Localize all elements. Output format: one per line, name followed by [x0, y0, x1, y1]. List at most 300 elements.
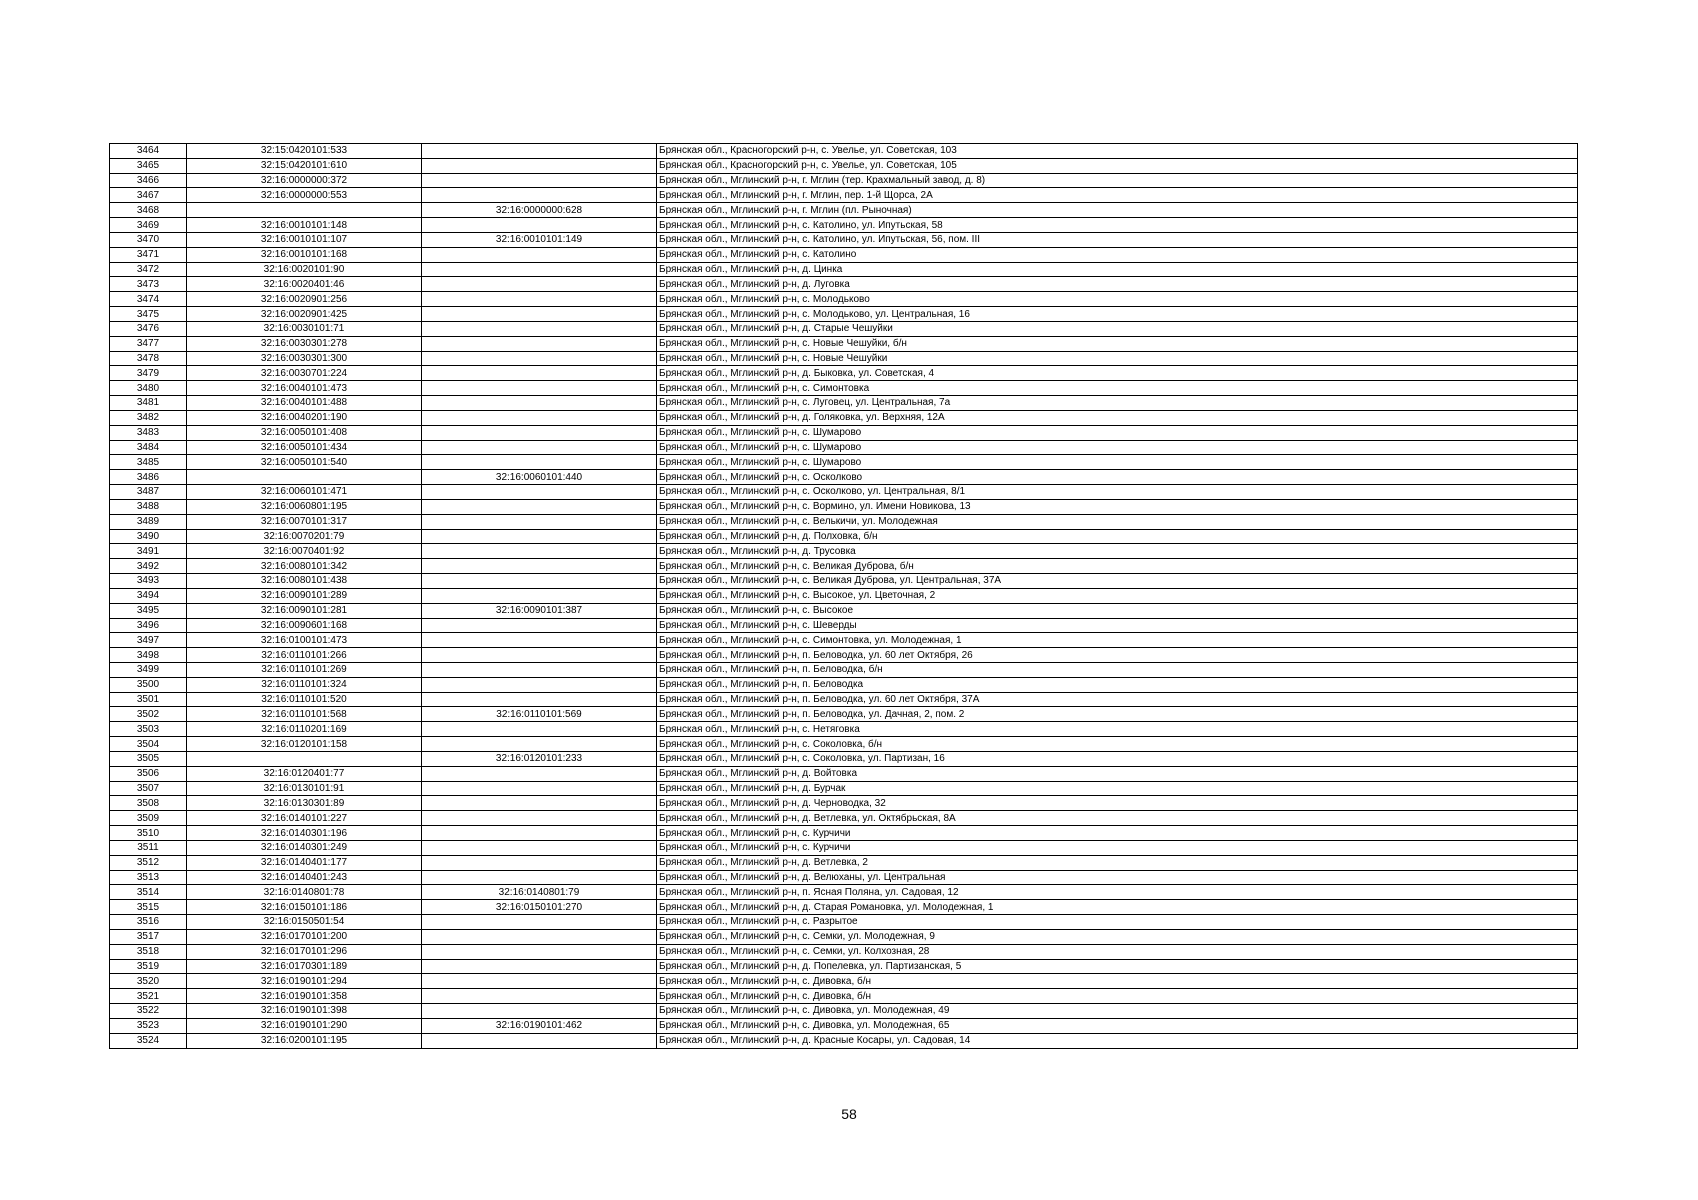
address-cell: Брянская обл., Мглинский р-н, г. Мглин, пер. 1-й Щорса, 2А [657, 188, 1578, 203]
cadastral-number-cell: 32:16:0070401:92 [187, 544, 422, 559]
cadastral-number-alt-cell [422, 692, 657, 707]
cadastral-number-cell: 32:16:0200101:195 [187, 1033, 422, 1048]
table-body [110, 144, 1578, 1049]
address-cell: Брянская обл., Мглинский р-н, д. Велюханы, ул. Центральная [657, 870, 1578, 885]
cadastral-number-cell: 32:16:0000000:372 [187, 173, 422, 188]
table-row [110, 1033, 1578, 1048]
address-cell: Брянская обл., Мглинский р-н, д. Бурчак [657, 781, 1578, 796]
table-row [110, 974, 1578, 989]
cadastral-number-cell: 32:16:0050101:408 [187, 425, 422, 440]
address-cell: Брянская обл., Мглинский р-н, д. Войтовка [657, 766, 1578, 781]
table-row [110, 544, 1578, 559]
cadastral-number-alt-cell [422, 144, 657, 159]
row-number-cell: 3466 [110, 173, 187, 188]
cadastral-number-alt-cell: 32:16:0140801:79 [422, 885, 657, 900]
table-row [110, 603, 1578, 618]
cadastral-number-alt-cell [422, 929, 657, 944]
row-number-cell: 3467 [110, 188, 187, 203]
address-cell: Брянская обл., Мглинский р-н, с. Великая Дуброва, б/н [657, 559, 1578, 574]
cadastral-number-cell: 32:16:0110101:568 [187, 707, 422, 722]
cadastral-number-cell: 32:16:0150501:54 [187, 915, 422, 930]
address-cell: Брянская обл., Мглинский р-н, п. Беловодка, б/н [657, 662, 1578, 677]
address-cell: Брянская обл., Мглинский р-н, с. Молодьково [657, 292, 1578, 307]
address-cell: Брянская обл., Мглинский р-н, д. Ветлевка, ул. Октябрьская, 8А [657, 811, 1578, 826]
cadastral-number-alt-cell [422, 485, 657, 500]
cadastral-number-cell: 32:16:0170101:296 [187, 944, 422, 959]
row-number-cell: 3497 [110, 633, 187, 648]
cadastral-number-alt-cell [422, 796, 657, 811]
row-number-cell: 3505 [110, 751, 187, 766]
cadastral-number-alt-cell [422, 959, 657, 974]
address-cell: Брянская обл., Мглинский р-н, д. Красные Косары, ул. Садовая, 14 [657, 1033, 1578, 1048]
address-cell: Брянская обл., Мглинский р-н, п. Беловодка, ул. 60 лет Октября, 26 [657, 648, 1578, 663]
address-cell: Брянская обл., Мглинский р-н, с. Дивовка, ул. Молодежная, 65 [657, 1018, 1578, 1033]
address-cell: Брянская обл., Мглинский р-н, д. Старые Чешуйки [657, 321, 1578, 336]
row-number-cell: 3471 [110, 247, 187, 262]
cadastral-number-cell: 32:16:0040101:473 [187, 381, 422, 396]
cadastral-number-cell: 32:16:0010101:168 [187, 247, 422, 262]
table-row [110, 336, 1578, 351]
table-row [110, 559, 1578, 574]
row-number-cell: 3489 [110, 514, 187, 529]
cadastral-number-alt-cell [422, 262, 657, 277]
cadastral-number-cell: 32:16:0110101:324 [187, 677, 422, 692]
table-row [110, 307, 1578, 322]
address-cell: Брянская обл., Мглинский р-н, д. Полховка, б/н [657, 529, 1578, 544]
cadastral-number-alt-cell [422, 944, 657, 959]
cadastral-number-alt-cell [422, 410, 657, 425]
address-cell: Брянская обл., Красногорский р-н, с. Увелье, ул. Советская, 103 [657, 144, 1578, 159]
row-number-cell: 3470 [110, 232, 187, 247]
table-row [110, 989, 1578, 1004]
cadastral-number-alt-cell [422, 366, 657, 381]
row-number-cell: 3485 [110, 455, 187, 470]
table-row [110, 292, 1578, 307]
cadastral-number-cell: 32:16:0020901:425 [187, 307, 422, 322]
row-number-cell: 3484 [110, 440, 187, 455]
row-number-cell: 3511 [110, 840, 187, 855]
table-row [110, 870, 1578, 885]
table-row [110, 262, 1578, 277]
table-row [110, 929, 1578, 944]
row-number-cell: 3519 [110, 959, 187, 974]
property-register-table [109, 143, 1578, 1049]
cadastral-number-cell: 32:16:0130301:89 [187, 796, 422, 811]
cadastral-number-cell: 32:16:0020101:90 [187, 262, 422, 277]
address-cell: Брянская обл., Мглинский р-н, п. Беловодка, ул. Дачная, 2, пом. 2 [657, 707, 1578, 722]
cadastral-number-alt-cell [422, 648, 657, 663]
address-cell: Брянская обл., Мглинский р-н, с. Вормино, ул. Имени Новикова, 13 [657, 499, 1578, 514]
cadastral-number-alt-cell [422, 633, 657, 648]
table-row [110, 277, 1578, 292]
cadastral-number-alt-cell [422, 1004, 657, 1019]
cadastral-number-alt-cell [422, 737, 657, 752]
address-cell: Брянская обл., Мглинский р-н, с. Семки, ул. Колхозная, 28 [657, 944, 1578, 959]
cadastral-number-alt-cell [422, 989, 657, 1004]
row-number-cell: 3524 [110, 1033, 187, 1048]
address-cell: Брянская обл., Мглинский р-н, д. Попелевка, ул. Партизанская, 5 [657, 959, 1578, 974]
cadastral-number-alt-cell [422, 381, 657, 396]
cadastral-number-cell [187, 470, 422, 485]
address-cell: Брянская обл., Мглинский р-н, д. Старая Романовка, ул. Молодежная, 1 [657, 900, 1578, 915]
cadastral-number-cell: 32:16:0120101:158 [187, 737, 422, 752]
cadastral-number-cell: 32:16:0010101:148 [187, 218, 422, 233]
cadastral-number-alt-cell [422, 292, 657, 307]
cadastral-number-cell: 32:16:0170101:200 [187, 929, 422, 944]
cadastral-number-alt-cell [422, 840, 657, 855]
table-row [110, 366, 1578, 381]
table-row [110, 722, 1578, 737]
row-number-cell: 3507 [110, 781, 187, 796]
row-number-cell: 3498 [110, 648, 187, 663]
cadastral-number-alt-cell [422, 766, 657, 781]
table-row [110, 247, 1578, 262]
cadastral-number-alt-cell: 32:16:0060101:440 [422, 470, 657, 485]
address-cell: Брянская обл., Мглинский р-н, с. Католино, ул. Ипутьская, 56, пом. III [657, 232, 1578, 247]
cadastral-number-alt-cell [422, 662, 657, 677]
row-number-cell: 3479 [110, 366, 187, 381]
cadastral-number-alt-cell [422, 722, 657, 737]
table-row [110, 662, 1578, 677]
row-number-cell: 3483 [110, 425, 187, 440]
address-cell: Брянская обл., Мглинский р-н, с. Курчичи [657, 826, 1578, 841]
cadastral-number-cell: 32:16:0060801:195 [187, 499, 422, 514]
row-number-cell: 3476 [110, 321, 187, 336]
cadastral-number-alt-cell: 32:16:0000000:628 [422, 203, 657, 218]
address-cell: Брянская обл., Мглинский р-н, с. Дивовка, б/н [657, 989, 1578, 1004]
address-cell: Брянская обл., Мглинский р-н, с. Новые Чешуйки, б/н [657, 336, 1578, 351]
cadastral-number-alt-cell [422, 618, 657, 633]
cadastral-number-cell: 32:16:0030301:278 [187, 336, 422, 351]
cadastral-number-cell: 32:16:0140101:227 [187, 811, 422, 826]
row-number-cell: 3508 [110, 796, 187, 811]
address-cell: Брянская обл., Мглинский р-н, с. Католино, ул. Ипутьская, 58 [657, 218, 1578, 233]
table-row [110, 381, 1578, 396]
cadastral-number-alt-cell [422, 870, 657, 885]
table-row [110, 574, 1578, 589]
row-number-cell: 3495 [110, 603, 187, 618]
table-row [110, 1018, 1578, 1033]
address-cell: Брянская обл., Красногорский р-н, с. Увелье, ул. Советская, 105 [657, 158, 1578, 173]
address-cell: Брянская обл., Мглинский р-н, с. Высокое, ул. Цветочная, 2 [657, 588, 1578, 603]
cadastral-number-cell: 32:16:0150101:186 [187, 900, 422, 915]
row-number-cell: 3490 [110, 529, 187, 544]
row-number-cell: 3491 [110, 544, 187, 559]
cadastral-number-alt-cell [422, 218, 657, 233]
cadastral-number-alt-cell [422, 440, 657, 455]
table-row [110, 158, 1578, 173]
cadastral-number-alt-cell: 32:16:0090101:387 [422, 603, 657, 618]
row-number-cell: 3513 [110, 870, 187, 885]
table-row [110, 618, 1578, 633]
table-row [110, 707, 1578, 722]
cadastral-number-alt-cell [422, 247, 657, 262]
table-row [110, 855, 1578, 870]
address-cell: Брянская обл., Мглинский р-н, с. Курчичи [657, 840, 1578, 855]
row-number-cell: 3516 [110, 915, 187, 930]
row-number-cell: 3473 [110, 277, 187, 292]
table-row [110, 588, 1578, 603]
cadastral-number-alt-cell [422, 1033, 657, 1048]
address-cell: Брянская обл., Мглинский р-н, г. Мглин (тер. Крахмальный завод, д. 8) [657, 173, 1578, 188]
table-row [110, 218, 1578, 233]
row-number-cell: 3488 [110, 499, 187, 514]
table-row [110, 1004, 1578, 1019]
cadastral-number-alt-cell [422, 277, 657, 292]
address-cell: Брянская обл., Мглинский р-н, с. Осколково, ул. Центральная, 8/1 [657, 485, 1578, 500]
cadastral-number-cell: 32:16:0040201:190 [187, 410, 422, 425]
row-number-cell: 3500 [110, 677, 187, 692]
cadastral-number-cell: 32:16:0130101:91 [187, 781, 422, 796]
table-row [110, 781, 1578, 796]
table-row [110, 188, 1578, 203]
cadastral-number-cell: 32:16:0140401:177 [187, 855, 422, 870]
cadastral-number-alt-cell [422, 677, 657, 692]
address-cell: Брянская обл., Мглинский р-н, с. Дивовка, ул. Молодежная, 49 [657, 1004, 1578, 1019]
row-number-cell: 3520 [110, 974, 187, 989]
row-number-cell: 3481 [110, 396, 187, 411]
cadastral-number-alt-cell [422, 826, 657, 841]
table-row [110, 811, 1578, 826]
table-row [110, 737, 1578, 752]
table-row [110, 499, 1578, 514]
cadastral-number-cell: 32:16:0090101:289 [187, 588, 422, 603]
address-cell: Брянская обл., Мглинский р-н, д. Ветлевка, 2 [657, 855, 1578, 870]
address-cell: Брянская обл., Мглинский р-н, п. Беловодка, ул. 60 лет Октября, 37А [657, 692, 1578, 707]
cadastral-number-alt-cell [422, 499, 657, 514]
address-cell: Брянская обл., Мглинский р-н, п. Беловодка [657, 677, 1578, 692]
address-cell: Брянская обл., Мглинский р-н, с. Соколовка, б/н [657, 737, 1578, 752]
cadastral-number-cell: 32:16:0040101:488 [187, 396, 422, 411]
row-number-cell: 3494 [110, 588, 187, 603]
cadastral-number-cell: 32:15:0420101:610 [187, 158, 422, 173]
cadastral-number-cell: 32:16:0140801:78 [187, 885, 422, 900]
cadastral-number-cell: 32:16:0070101:317 [187, 514, 422, 529]
table-row [110, 232, 1578, 247]
address-cell: Брянская обл., Мглинский р-н, с. Симонтовка, ул. Молодежная, 1 [657, 633, 1578, 648]
address-cell: Брянская обл., Мглинский р-н, д. Трусовка [657, 544, 1578, 559]
cadastral-number-cell: 32:16:0050101:434 [187, 440, 422, 455]
table-row [110, 440, 1578, 455]
table-row [110, 692, 1578, 707]
row-number-cell: 3464 [110, 144, 187, 159]
row-number-cell: 3506 [110, 766, 187, 781]
cadastral-number-alt-cell: 32:16:0190101:462 [422, 1018, 657, 1033]
row-number-cell: 3521 [110, 989, 187, 1004]
cadastral-number-cell: 32:16:0080101:438 [187, 574, 422, 589]
cadastral-number-cell: 32:16:0030701:224 [187, 366, 422, 381]
cadastral-number-alt-cell [422, 351, 657, 366]
table-row [110, 900, 1578, 915]
table-row [110, 425, 1578, 440]
cadastral-number-cell: 32:16:0070201:79 [187, 529, 422, 544]
address-cell: Брянская обл., Мглинский р-н, д. Быковка, ул. Советская, 4 [657, 366, 1578, 381]
address-cell: Брянская обл., Мглинский р-н, с. Симонтовка [657, 381, 1578, 396]
cadastral-number-alt-cell [422, 529, 657, 544]
cadastral-number-cell: 32:16:0190101:294 [187, 974, 422, 989]
address-cell: Брянская обл., Мглинский р-н, с. Шеверды [657, 618, 1578, 633]
table-row [110, 514, 1578, 529]
cadastral-number-cell: 32:16:0020401:46 [187, 277, 422, 292]
cadastral-number-alt-cell: 32:16:0110101:569 [422, 707, 657, 722]
row-number-cell: 3472 [110, 262, 187, 277]
cadastral-number-cell: 32:15:0420101:533 [187, 144, 422, 159]
address-cell: Брянская обл., Мглинский р-н, с. Нетяговка [657, 722, 1578, 737]
cadastral-number-alt-cell [422, 321, 657, 336]
table-row [110, 351, 1578, 366]
address-cell: Брянская обл., Мглинский р-н, с. Шумарово [657, 455, 1578, 470]
address-cell: Брянская обл., Мглинский р-н, с. Шумарово [657, 440, 1578, 455]
cadastral-number-cell: 32:16:0030301:300 [187, 351, 422, 366]
cadastral-number-alt-cell [422, 188, 657, 203]
address-cell: Брянская обл., Мглинский р-н, с. Дивовка, б/н [657, 974, 1578, 989]
row-number-cell: 3499 [110, 662, 187, 677]
table-row [110, 470, 1578, 485]
cadastral-number-cell: 32:16:0060101:471 [187, 485, 422, 500]
table-row [110, 529, 1578, 544]
row-number-cell: 3503 [110, 722, 187, 737]
row-number-cell: 3465 [110, 158, 187, 173]
cadastral-number-alt-cell: 32:16:0150101:270 [422, 900, 657, 915]
cadastral-number-cell [187, 751, 422, 766]
address-cell: Брянская обл., Мглинский р-н, с. Осколково [657, 470, 1578, 485]
table-row [110, 173, 1578, 188]
address-cell: Брянская обл., Мглинский р-н, с. Велькичи, ул. Молодежная [657, 514, 1578, 529]
row-number-cell: 3512 [110, 855, 187, 870]
cadastral-number-cell: 32:16:0100101:473 [187, 633, 422, 648]
cadastral-number-alt-cell [422, 455, 657, 470]
cadastral-number-cell: 32:16:0140401:243 [187, 870, 422, 885]
row-number-cell: 3523 [110, 1018, 187, 1033]
cadastral-number-alt-cell [422, 855, 657, 870]
row-number-cell: 3469 [110, 218, 187, 233]
row-number-cell: 3504 [110, 737, 187, 752]
cadastral-number-cell: 32:16:0090101:281 [187, 603, 422, 618]
row-number-cell: 3517 [110, 929, 187, 944]
cadastral-number-alt-cell [422, 811, 657, 826]
cadastral-number-cell: 32:16:0190101:358 [187, 989, 422, 1004]
cadastral-number-alt-cell [422, 559, 657, 574]
cadastral-number-alt-cell [422, 781, 657, 796]
table-row [110, 203, 1578, 218]
address-cell: Брянская обл., Мглинский р-н, с. Разрытое [657, 915, 1578, 930]
cadastral-number-alt-cell: 32:16:0010101:149 [422, 232, 657, 247]
row-number-cell: 3477 [110, 336, 187, 351]
address-cell: Брянская обл., Мглинский р-н, с. Соколовка, ул. Партизан, 16 [657, 751, 1578, 766]
row-number-cell: 3486 [110, 470, 187, 485]
table-row [110, 944, 1578, 959]
cadastral-number-cell: 32:16:0140301:196 [187, 826, 422, 841]
address-cell: Брянская обл., Мглинский р-н, с. Католино [657, 247, 1578, 262]
cadastral-number-cell: 32:16:0090601:168 [187, 618, 422, 633]
table-row [110, 826, 1578, 841]
cadastral-number-cell: 32:16:0020901:256 [187, 292, 422, 307]
address-cell: Брянская обл., Мглинский р-н, д. Голяковка, ул. Верхняя, 12А [657, 410, 1578, 425]
cadastral-number-cell: 32:16:0110101:269 [187, 662, 422, 677]
cadastral-number-cell: 32:16:0110201:169 [187, 722, 422, 737]
cadastral-number-cell: 32:16:0120401:77 [187, 766, 422, 781]
row-number-cell: 3482 [110, 410, 187, 425]
row-number-cell: 3487 [110, 485, 187, 500]
table-row [110, 677, 1578, 692]
row-number-cell: 3475 [110, 307, 187, 322]
cadastral-number-cell: 32:16:0080101:342 [187, 559, 422, 574]
cadastral-number-alt-cell [422, 158, 657, 173]
row-number-cell: 3510 [110, 826, 187, 841]
table-row [110, 766, 1578, 781]
table-row [110, 885, 1578, 900]
table-row [110, 796, 1578, 811]
address-cell: Брянская обл., Мглинский р-н, с. Высокое [657, 603, 1578, 618]
cadastral-number-alt-cell [422, 588, 657, 603]
cadastral-number-cell: 32:16:0140301:249 [187, 840, 422, 855]
table-row [110, 840, 1578, 855]
cadastral-number-alt-cell [422, 425, 657, 440]
table-row [110, 959, 1578, 974]
address-cell: Брянская обл., Мглинский р-н, с. Новые Чешуйки [657, 351, 1578, 366]
row-number-cell: 3509 [110, 811, 187, 826]
table-row [110, 485, 1578, 500]
cadastral-number-cell: 32:16:0030101:71 [187, 321, 422, 336]
address-cell: Брянская обл., Мглинский р-н, с. Семки, ул. Молодежная, 9 [657, 929, 1578, 944]
cadastral-number-alt-cell [422, 915, 657, 930]
cadastral-number-cell [187, 203, 422, 218]
cadastral-number-cell: 32:16:0000000:553 [187, 188, 422, 203]
row-number-cell: 3480 [110, 381, 187, 396]
address-cell: Брянская обл., Мглинский р-н, с. Молодьково, ул. Центральная, 16 [657, 307, 1578, 322]
page-number: 58 [841, 1106, 857, 1122]
cadastral-number-cell: 32:16:0170301:189 [187, 959, 422, 974]
address-cell: Брянская обл., Мглинский р-н, г. Мглин (пл. Рыночная) [657, 203, 1578, 218]
table-row [110, 633, 1578, 648]
cadastral-number-cell: 32:16:0190101:290 [187, 1018, 422, 1033]
row-number-cell: 3522 [110, 1004, 187, 1019]
table-row [110, 396, 1578, 411]
address-cell: Брянская обл., Мглинский р-н, с. Шумарово [657, 425, 1578, 440]
cadastral-number-cell: 32:16:0110101:266 [187, 648, 422, 663]
cadastral-number-alt-cell [422, 574, 657, 589]
address-cell: Брянская обл., Мглинский р-н, д. Цинка [657, 262, 1578, 277]
cadastral-number-alt-cell [422, 336, 657, 351]
cadastral-number-cell: 32:16:0050101:540 [187, 455, 422, 470]
row-number-cell: 3492 [110, 559, 187, 574]
address-cell: Брянская обл., Мглинский р-н, с. Луговец, ул. Центральная, 7а [657, 396, 1578, 411]
cadastral-number-alt-cell: 32:16:0120101:233 [422, 751, 657, 766]
row-number-cell: 3518 [110, 944, 187, 959]
cadastral-number-alt-cell [422, 396, 657, 411]
address-cell: Брянская обл., Мглинский р-н, п. Ясная Поляна, ул. Садовая, 12 [657, 885, 1578, 900]
address-cell: Брянская обл., Мглинский р-н, д. Черноводка, 32 [657, 796, 1578, 811]
cadastral-number-cell: 32:16:0110101:520 [187, 692, 422, 707]
table-row [110, 321, 1578, 336]
cadastral-number-alt-cell [422, 544, 657, 559]
address-cell: Брянская обл., Мглинский р-н, д. Луговка [657, 277, 1578, 292]
row-number-cell: 3493 [110, 574, 187, 589]
table-row [110, 915, 1578, 930]
row-number-cell: 3474 [110, 292, 187, 307]
row-number-cell: 3514 [110, 885, 187, 900]
row-number-cell: 3478 [110, 351, 187, 366]
cadastral-number-alt-cell [422, 974, 657, 989]
row-number-cell: 3515 [110, 900, 187, 915]
cadastral-number-cell: 32:16:0190101:398 [187, 1004, 422, 1019]
cadastral-number-alt-cell [422, 514, 657, 529]
table-row [110, 455, 1578, 470]
address-cell: Брянская обл., Мглинский р-н, с. Великая Дуброва, ул. Центральная, 37А [657, 574, 1578, 589]
cadastral-number-alt-cell [422, 173, 657, 188]
table-row [110, 751, 1578, 766]
table-row [110, 144, 1578, 159]
